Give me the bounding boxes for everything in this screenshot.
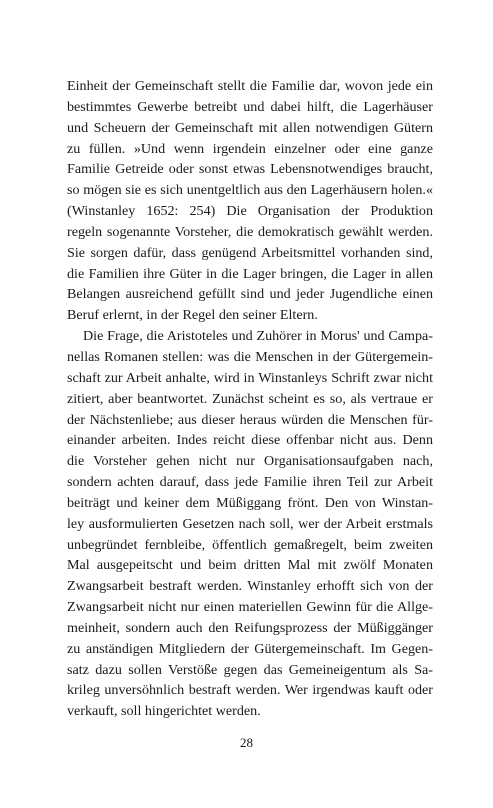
page-number: 28 [240, 735, 253, 750]
text-line: so mögen sie es sich unentgeltlich aus den Lagerhäusern holen.« [67, 182, 433, 199]
text-line: Sie sorgen dafür, dass genügend Arbeitsmittel vorhanden sind, [67, 244, 433, 261]
paragraph-1 [67, 76, 433, 326]
text-line: sondern achten darauf, dass jede Familie ihren Teil zur Arbeit [67, 474, 433, 491]
text-line: zu anständigen Mitgliedern der Gütergemeinschaft. Im Gegen- [67, 640, 433, 657]
paragraph-2 [67, 326, 433, 722]
text-line: satz dazu sollen Verstöße gegen das Gemeineigentum als Sa- [67, 661, 433, 678]
text-line: meinheit, sondern auch den Reifungsprozess der Müßiggänger [67, 619, 433, 636]
text-line: zitiert, aber beantwortet. Zunächst scheint es so, als vertraue er [67, 390, 433, 407]
text-line: Beruf erlernt, in der Regel den seiner Eltern. [67, 307, 318, 324]
body-text [67, 76, 433, 722]
text-line: unbegründet fernbleibe, öffentlich gemaßregelt, beim zweiten [67, 536, 433, 553]
text-line: Familie Getreide oder sonst etwas Lebensnotwendiges braucht, [67, 161, 433, 178]
text-line: Die Frage, die Aristoteles und Zuhörer in Morus' und Campa- [83, 328, 433, 345]
text-line: der Nächstenliebe; aus dieser heraus würden die Menschen für- [67, 411, 433, 428]
text-line: bestimmtes Gewerbe betreibt und dabei hilft, die Lagerhäuser [67, 98, 433, 115]
text-line: die Familien ihre Güter in die Lager bringen, die Lager in allen [67, 265, 433, 282]
text-line: einander arbeiten. Indes reicht diese offenbar nicht aus. Denn [67, 432, 433, 449]
text-line: Zwangsarbeit bestraft werden. Winstanley erhofft sich von der [67, 578, 433, 595]
text-line: Mal ausgepeitscht und beim dritten Mal mit zwölf Monaten [67, 557, 433, 574]
text-line: zu füllen. »Und wenn irgendein einzelner oder eine ganze [67, 140, 433, 157]
text-line: Zwangsarbeit nicht nur einen materiellen Gewinn für die Allge- [67, 599, 433, 616]
text-line: (Winstanley 1652: 254) Die Organisation der Produktion [67, 203, 433, 220]
text-line: verkauft, soll hingerichtet werden. [67, 703, 261, 720]
text-line: und Scheuern der Gemeinschaft mit allen notwendigen Gütern [67, 119, 433, 136]
text-line: die Vorsteher gehen nicht nur Organisationsaufgaben nach, [67, 453, 433, 470]
text-line: nellas Romanen stellen: was die Menschen in der Gütergemein- [67, 348, 433, 365]
text-line: regeln sogenannte Vorsteher, die demokratisch gewählt werden. [67, 223, 433, 240]
text-line: Belangen ausreichend gefüllt sind und jeder Jugendliche einen [67, 286, 433, 303]
text-line: krileg unversöhnlich bestraft werden. Wer irgendwas kauft oder [67, 682, 433, 699]
text-line: schaft zur Arbeit anhalte, wird in Winstanleys Schrift zwar nicht [67, 369, 433, 386]
text-line: ley ausformulierten Gesetzen nach soll, wer der Arbeit erstmals [67, 515, 433, 532]
text-line: Einheit der Gemeinschaft stellt die Familie dar, wovon jede ein [67, 78, 433, 94]
text-line: beiträgt und keiner dem Müßiggang frönt. Den von Winstan- [67, 494, 433, 511]
